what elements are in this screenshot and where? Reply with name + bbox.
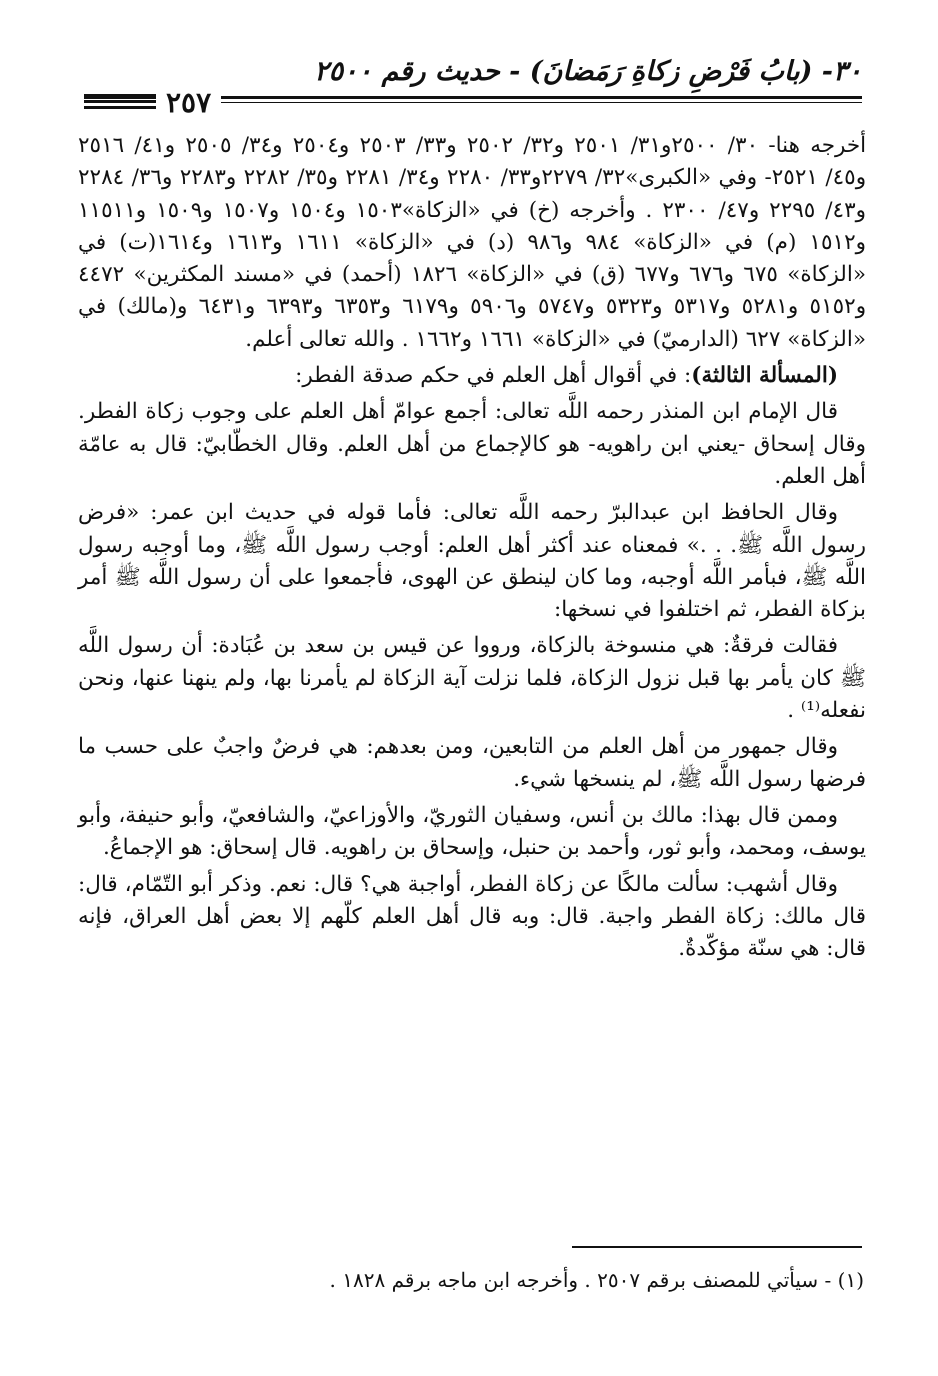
page-header (84, 56, 862, 119)
paragraph-issue-heading (78, 360, 866, 392)
paragraph-text: أخرجه هنا- ٣٠/ ٢٥٠٠و٣١/ ٢٥٠١ و٣٢/ ٢٥٠٢ و٣٣/ ٢٥٠٣ و٢٥٠٤ و٣٤/ ٢٥٠٥ و٤١/ ٢٥١٦ و٤٥/ ٢٥٢١- وفي «الكبرى»٣٢/ ٢٢٧٩و٣٣/ ٢٢٨٠ و٣٤/ ٢٢٨١ و٣٥/ ٢٢٨٢ و٢٢٨٣ و٣٦/ ٢٢٨٤ و٤٣/ ٢٢٩٥ و٤٧/ ٢٣٠٠ . وأخرجه (خ) في «الزكاة»١٥٠٣ و١٥٠٤ و١٥٠٧ و١٥٠٩ و١١٥١١ و١٥١٢ (م) في «الزكاة» ٩٨٤ و٩٨٦ (د) في «الزكاة» ١٦١١ و١٦١٣ و١٦١٤(ت) في «الزكاة» ٦٧٥ و٦٧٦ و٦٧٧ (ق) في «الزكاة» ١٨٢٦ (أحمد) في «مسند المكثرين» ٤٤٧٢ و٥١٥٢ و٥٢٨١ و٥٣١٧ و٥٣٢٣ و٥٧٤٧ و٥٩٠٦ و٦١٧٩ و٦٣٥٣ و٦٣٩٣ و٦٤٣١ و(مالك) في «الزكاة» ٦٢٧ (الدارميّ) في «الزكاة» ١٦٦١ و١٦٦٢ . والله تعالى أعلم. (78, 133, 867, 352)
header-rule-left-3 (84, 106, 158, 109)
main-text (78, 130, 866, 969)
paragraph-ibn-almundhir (78, 396, 866, 493)
paragraph-text: قال الإمام ابن المنذر رحمه اللَّه تعالى: أجمع عوامّ أهل العلم على وجوب زكاة الفطر. وقال إسحاق -يعني ابن راهويه- هو كالإجماع من أهل العلم. وقال الخطّابيّ: قال به عامّة أهل العلم. (78, 399, 866, 489)
chapter-title: ٣٠- (بابُ فَرْضِ زكاةِ رَمَضانَ) - حديث رقم ٢٥٠٠ (314, 56, 862, 87)
paragraph-text: فقالت فرقةٌ: هي منسوخة بالزكاة، ورووا عن قيس بن سعد بن عُبَادة: أن رسول اللَّه ﷺ كان يأمر بها قبل نزول الزكاة، فلما نزلت آية الزكاة لم يأمرنا بها، ولم ينهنا عنها، ونحن نفعله⁽¹⁾ . (78, 633, 866, 724)
header-rule-left-2 (84, 100, 158, 103)
paragraph-ibn-abdulbarr (78, 497, 866, 626)
paragraph-firqa (78, 630, 866, 727)
footnote: (١) - سيأتي للمصنف برقم ٢٥٠٧ . وأخرجه ابن ماجه برقم ١٨٢٨ . (329, 1268, 864, 1292)
page-number: ٢٥٧ (156, 86, 221, 119)
paragraph-text: وممن قال بهذا: مالك بن أنس، وسفيان الثوريّ، والأوزاعيّ، والشافعيّ، وأبو حنيفة، وأبو يوسف، ومحمد، وأبو ثور، وأحمد بن حنبل، وإسحاق بن راهويه. قال إسحاق: هو الإجماعُ. (78, 802, 866, 861)
footnote-divider (572, 1246, 862, 1248)
header-rule-left-1 (84, 94, 158, 97)
paragraph-jumhur (78, 731, 866, 796)
paragraph-text: وقال أشهب: سألت مالكًا عن زكاة الفطر، أواجبة هي؟ قال: نعم. وذكر أبو التّمّام، قال: قال مالك: زكاة الفطر واجبة. قال: وبه قال أهل العلم كلّهم إلا بعض أهل العراق، فإنه قال: هي سنّة مؤكّدةٌ. (78, 871, 866, 962)
issue-label: (المسألة الثالثة) (691, 363, 838, 389)
issue-title: : في أقوال أهل العلم في حكم صدقة الفطر: (295, 363, 692, 389)
paragraph-takhrij (78, 130, 866, 356)
paragraph-who-said (78, 800, 866, 865)
paragraph-text: وقال الحافظ ابن عبدالبرّ رحمه اللَّه تعالى: فأما قوله في حديث ابن عمر: «فرض رسول اللَّه ﷺ. . .» فمعناه عند أكثر أهل العلم: أوجب رسول اللَّه ﷺ، وما أوجبه رسول اللَّه ﷺ، فبأمر اللَّه أوجبه، وما كان لينطق عن الهوى، فأجمعوا على أن رسول اللَّه ﷺ أمر بزكاة الفطر، ثم اختلفوا في نسخها: (78, 500, 866, 623)
paragraph-ashhab (78, 869, 866, 966)
paragraph-text: وقال جمهور من أهل العلم من التابعين، ومن بعدهم: هي فرضٌ واجبٌ على حسب ما فرضها رسول اللَّه ﷺ، لم ينسخها شيء. (78, 734, 866, 792)
